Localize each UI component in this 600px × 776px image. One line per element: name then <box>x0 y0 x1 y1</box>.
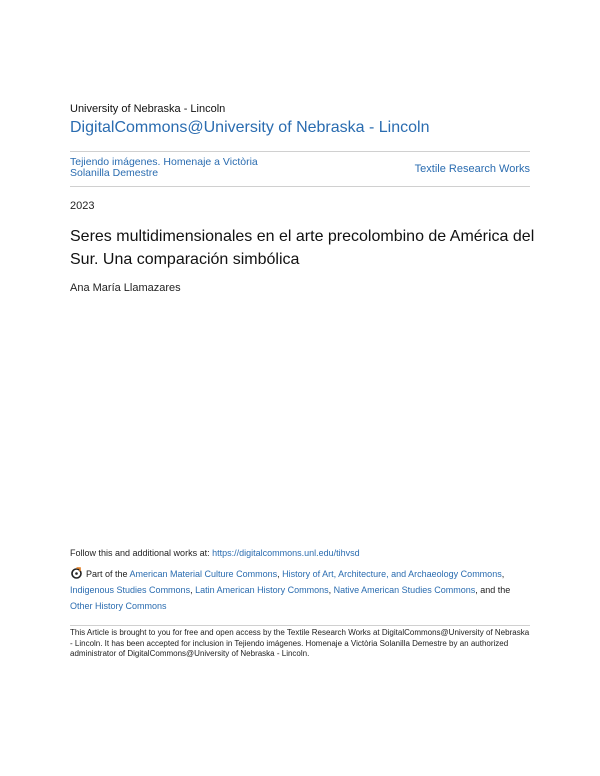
open-access-icon <box>70 567 83 579</box>
commons-link[interactable]: Latin American History Commons <box>195 585 329 595</box>
commons-link[interactable]: American Material Culture Commons <box>129 569 278 579</box>
commons-link[interactable]: Native American Studies Commons <box>333 585 476 595</box>
repository-link[interactable]: DigitalCommons@University of Nebraska - Lincoln <box>70 119 430 136</box>
divider <box>70 151 530 152</box>
series-link[interactable]: Textile Research Works <box>414 163 530 175</box>
divider <box>70 186 530 187</box>
access-statement: This Article is brought to you for free and open access by the Textile Research Works at DigitalCommons@University of Nebraska - Lincoln. It has been accepted for inclusion in Tejiendo imágenes. Homenaje a Victòria Solanilla Demestre by an authorized administrator of DigitalCommons@University of Nebraska - Lincoln. <box>70 628 530 658</box>
collection-link[interactable]: Tejiendo imágenes. Homenaje a Victòria Solanilla Demestre <box>70 156 258 179</box>
institution-name: University of Nebraska - Lincoln <box>70 103 226 115</box>
divider <box>70 625 530 626</box>
commons-link[interactable]: History of Art, Architecture, and Archaeology Commons <box>282 569 502 579</box>
author-name: Ana María Llamazares <box>70 282 181 294</box>
publication-year: 2023 <box>70 200 95 212</box>
follow-url-link[interactable]: https://digitalcommons.unl.edu/tihvsd <box>212 548 360 558</box>
commons-link[interactable]: Other History Commons <box>70 601 167 611</box>
article-title: Seres multidimensionales en el arte precolombino de América del Sur. Una comparación simbólica <box>70 228 535 268</box>
part-of-prefix: Part of the <box>86 569 130 579</box>
follow-line <box>70 548 360 558</box>
commons-link[interactable]: Indigenous Studies Commons <box>70 585 191 595</box>
part-of-commons: Part of the American Material Culture Commons, History of Art, Architecture, and Archaeology Commons, Indigenous Studies Commons, Latin American History Commons, Native American Studies Commons, and the Other History Commons <box>70 569 511 611</box>
follow-prefix: Follow this and additional works at: <box>70 548 213 558</box>
